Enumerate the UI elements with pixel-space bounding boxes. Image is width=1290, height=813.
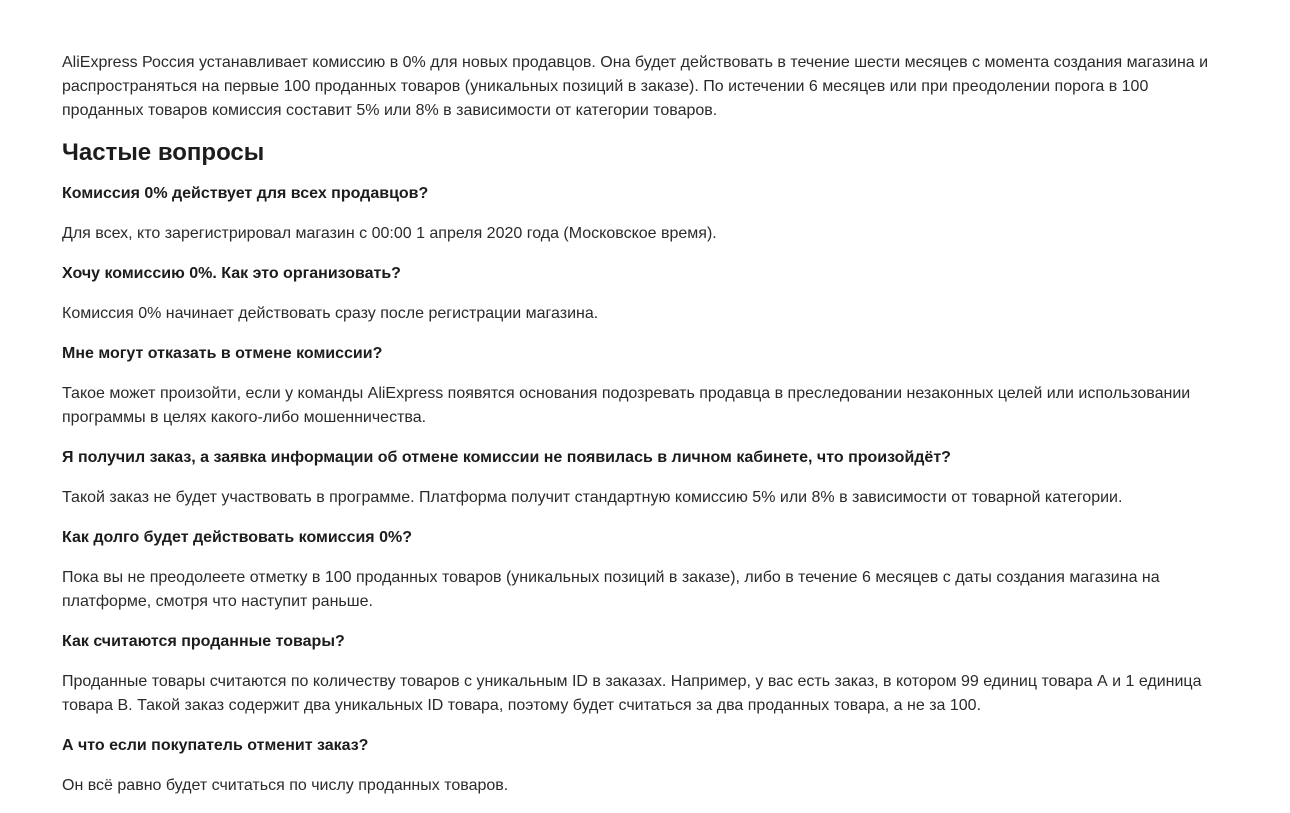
faq-answer: Он всё равно будет считаться по числу проданных товаров. — [62, 777, 509, 794]
faq-question: Хочу комиссию 0%. Как это организовать? — [62, 265, 401, 282]
faq-question: Я получил заказ, а заявка информации об отмене комиссии не появилась в личном кабинете, что произойдёт? — [62, 449, 951, 466]
faq-item — [62, 630, 1222, 718]
faq-answer: Комиссия 0% начинает действовать сразу после регистрации магазина. — [62, 305, 599, 322]
faq-question: Комиссия 0% действует для всех продавцов? — [62, 185, 429, 202]
faq-answer: Для всех, кто зарегистрировал магазин с 00:00 1 апреля 2020 года (Московское время). — [62, 225, 717, 242]
faq-item — [62, 262, 1222, 326]
faq-item — [62, 526, 1222, 614]
faq-item — [62, 446, 1222, 510]
intro-paragraph: AliExpress Россия устанавливает комиссию в 0% для новых продавцов. Она будет действовать в течение шести месяцев с момента создания магазина и распространяться на первые 100 проданных товаров (уникальных позиций в заказе). По истечении 6 месяцев или при преодолении порога в 100 проданных товаров комиссия составит 5% или 8% в зависимости от категории товаров. — [62, 54, 1209, 119]
faq-item — [62, 342, 1222, 430]
faq-question: Как долго будет действовать комиссия 0%? — [62, 529, 412, 546]
faq-item — [62, 182, 1222, 246]
faq-question: А что если покупатель отменит заказ? — [62, 737, 369, 754]
faq-answer: Такое может произойти, если у команды AliExpress появятся основания подозревать продавца в преследовании незаконных целей или использовании программы в целях какого-либо мошенничества. — [62, 385, 1191, 426]
faq-heading: Частые вопросы — [62, 139, 265, 166]
faq-answer: Проданные товары считаются по количеству товаров с уникальным ID в заказах. Например, у вас есть заказ, в котором 99 единиц товара А и 1 единица товара В. Такой заказ содержит два уникальных ID товара, поэтому будет считаться за два проданных товара, а не за 100. — [62, 673, 1202, 714]
faq-item — [62, 734, 1222, 798]
faq-list — [62, 182, 1222, 798]
faq-answer: Такой заказ не будет участвовать в программе. Платформа получит стандартную комиссию 5% или 8% в зависимости от товарной категории. — [62, 489, 1123, 506]
faq-question: Мне могут отказать в отмене комиссии? — [62, 345, 383, 362]
faq-answer: Пока вы не преодолеете отметку в 100 проданных товаров (уникальных позиций в заказе), либо в течение 6 месяцев с даты создания магазина на платформе, смотря что наступит раньше. — [62, 569, 1160, 610]
faq-question: Как считаются проданные товары? — [62, 633, 345, 650]
